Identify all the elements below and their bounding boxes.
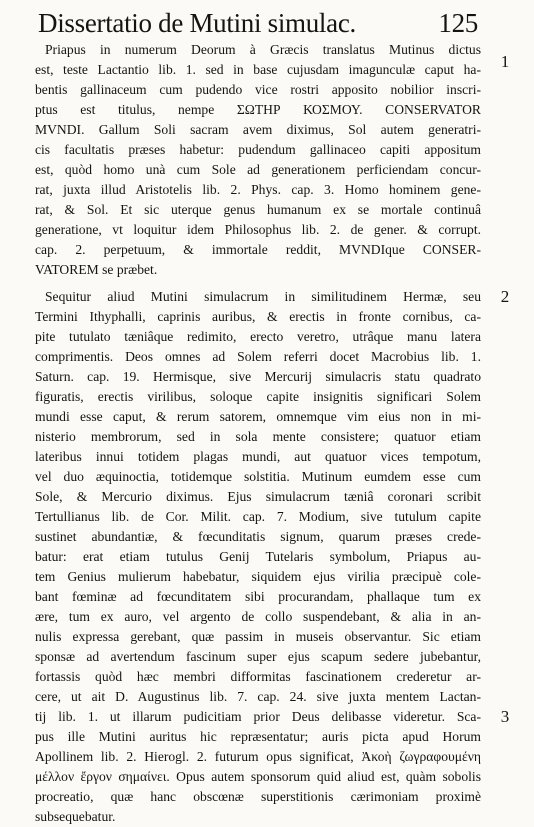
text-line: Sole, & Mercurio diximus. Ejus simulacrum tæniâ coronari scribit: [35, 489, 481, 504]
text-line: vel duo æquinoctia, totidemque solstitia. Mutinum eumdem esse cum: [35, 469, 481, 484]
running-title: Dissertatio de Mutini simulac.: [38, 8, 356, 38]
text-line: nisterio membrorum, sed in sola mente consistere; quatuor etiam: [35, 429, 481, 444]
body-text: [35, 40, 481, 827]
text-line: mundi esse caput, & rerum satorem, omnemque vim eius non in mi-: [35, 409, 481, 424]
page-number: 125: [438, 8, 478, 38]
text-line: cap. 2. perpetuum, & immortale reddit, MVNDIque CONSER-: [35, 242, 481, 257]
text-line: MVNDI. Gallum Soli sacram avem diximus, Sol autem generatri-: [35, 122, 481, 137]
margin-note-number: 2: [500, 287, 510, 306]
text-line: tem Genius mulierum habebatur, siquidem ejus virilia præcipuè cole-: [35, 569, 481, 584]
text-line: est, quòd homo unà cum Sole ad generationem perficiendam concur-: [35, 162, 481, 177]
margin-note-number: 3: [500, 707, 510, 726]
text-line: bentis gallinaceum cum pudendo vice rostri apposito nobilior inscri-: [35, 82, 481, 97]
margin-note-number: 1: [500, 52, 510, 71]
text-line: cere, ut ait D. Augustinus lib. 7. cap. 24. sive juxta mentem Lactan-: [35, 689, 481, 704]
text-line: VATOREM se præbet.: [35, 262, 158, 277]
text-line: fortassis quòd hæc membri difformitas fascinationem crederetur ar-: [35, 669, 481, 684]
text-line: nulis expressa gerebant, quæ passim in museis observantur. Sic etiam: [35, 629, 481, 644]
text-line: rat, juxta illud Aristotelis lib. 2. Phys. cap. 3. Homo hominem gene-: [35, 182, 481, 197]
text-line: sponsæ ad avertendum fascinum super ejus scapum sedere jubebantur,: [35, 649, 481, 664]
text-line: ære, tum ex auro, vel argento de collo suspendebant, & alia in an-: [35, 609, 481, 624]
text-line: est, teste Lactantio lib. 1. sed in base cujusdam imagunculæ caput ha-: [35, 62, 481, 77]
text-line: batur: erat etiam tutulus Genij Tutelaris symbolum, Priapus au-: [35, 549, 481, 564]
text-line: tij lib. 1. ut illarum pudicitiam prior Deus delibasse videretur. Sca-: [35, 709, 481, 724]
paragraph: [35, 287, 481, 827]
text-line: sustinet abundantiæ, & fœcunditatis signum, quarum præses crede-: [35, 529, 481, 544]
text-line: lateribus innui totidem plagas mundi, aut quatuor vices tempotum,: [35, 449, 481, 464]
text-line: bant fœminæ ad fœcunditatem sibi procurandam, phallaque tum ex: [35, 589, 481, 604]
text-line: Priapus in numerum Deorum à Græcis translatus Mutinus dictus: [45, 42, 481, 57]
text-line: Sequitur aliud Mutini simulacrum in similitudinem Hermæ, seu: [45, 289, 481, 304]
text-line: Tertullianus lib. de Cor. Milit. cap. 7. Modium, sive tutulum capite: [35, 509, 481, 524]
text-line: figuratis, erectis virilibus, soloque capite insignitis significari Solem: [35, 389, 481, 404]
text-line: cis facultatis præses habetur: pudendum gallinaceo capiti appositum: [35, 142, 481, 157]
paragraph: [35, 40, 481, 280]
text-line: Termini Ithyphalli, caprinis auribus, & erectis in fronte cornibus, ca-: [35, 309, 481, 324]
text-line: generatione, vt loquitur idem Philosophus lib. 2. de gener. & corrupt.: [35, 222, 481, 237]
running-header: [38, 6, 478, 40]
text-line: Apollinem lib. 2. Hierogl. 2. futurum opus significat, Ἀκοὴ ζωγραφουμένη: [35, 749, 481, 764]
text-line: ptus est titulus, nempe ΣΩΤΗΡ ΚΟΣΜΟΥ. CONSERVATOR: [35, 102, 481, 117]
text-line: subsequebatur.: [35, 809, 116, 824]
text-line: rat, & Sol. Et sic uterque genus humanum ex se mortale continuâ: [35, 202, 481, 217]
text-line: procreatio, quæ hanc obscœnæ superstitionis cærimoniam proximè: [35, 789, 481, 804]
text-line: pite tutulato tæniâque redimito, erecto veretro, utrâque manu latera: [35, 329, 481, 344]
text-line: μέλλον ἔργον σημαίνει. Opus autem sponsorum quid aliud est, quàm sobolis: [35, 769, 481, 784]
text-line: pus ille Mutini auritus hic repræsentatur; auris picta apud Horum: [35, 729, 481, 744]
text-line: Saturn. cap. 19. Hermisque, sive Mercurij simulacris statu quadrato: [35, 369, 481, 384]
text-line: comprimentis. Deos omnes ad Solem referri docet Macrobius lib. 1.: [35, 349, 481, 364]
